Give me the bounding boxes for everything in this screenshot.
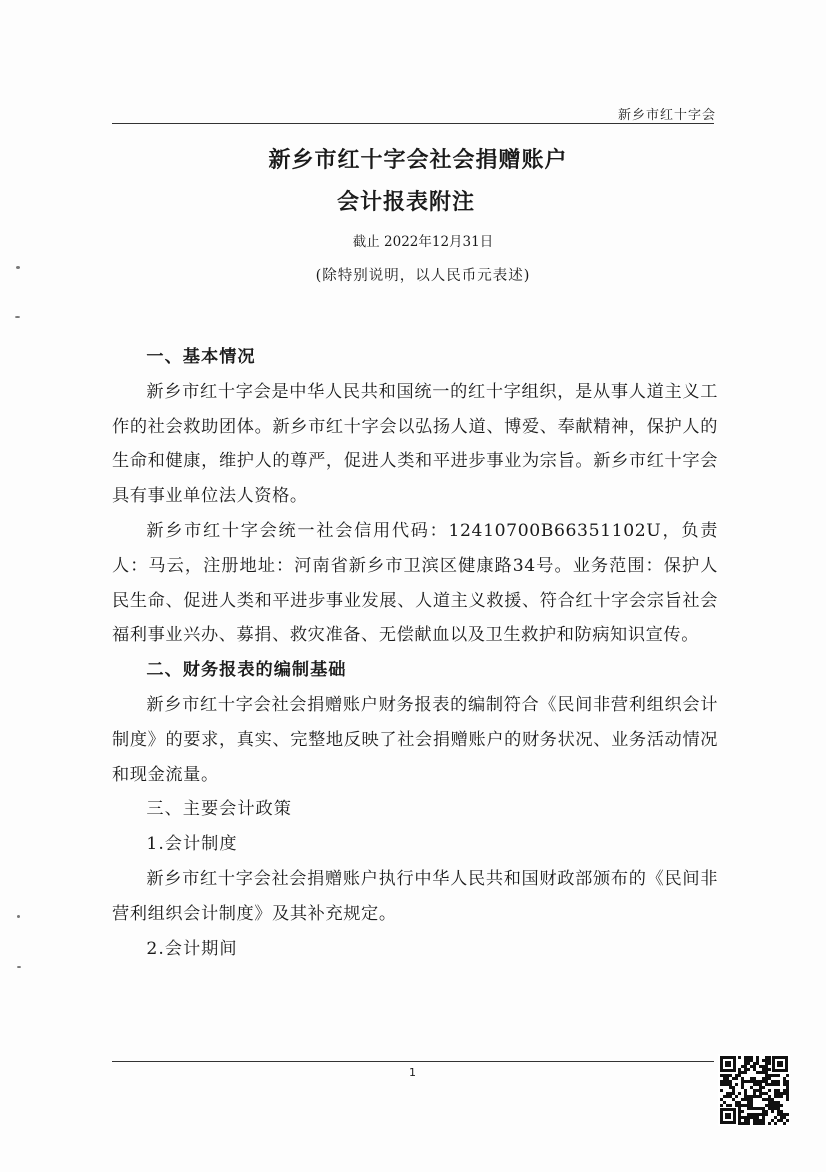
subheading-accounting-system: 1.会计制度 (146, 834, 238, 855)
scan-speck (15, 316, 20, 318)
report-date: 截止 2022年12月31日 (352, 234, 494, 250)
document-title: 新乡市红十字会社会捐赠账户 (268, 148, 568, 173)
paragraph-preparation-basis: 新乡市红十字会社会捐赠账户财务报表的编制符合《民间非营利组织会计制度》的要求，真实、完整地反映了社会捐赠账户的财务状况、业务活动情况和现金流量。 (112, 694, 718, 785)
header-divider (112, 123, 714, 124)
paragraph-basic-info-1: 新乡市红十字会是中华人民共和国统一的红十字组织，是从事人道主义工作的社会救助团体。新乡市红十字会以弘扬人道、博爱、奉献精神，保护人的生命和健康，维护人的尊严，促进人类和平进步事业为宗旨。新乡市红十字会具有事业单位法人资格。 (112, 381, 718, 507)
subheading-accounting-period: 2.会计期间 (146, 938, 238, 959)
qr-code-icon (718, 1054, 790, 1126)
section-heading-accounting-policies: 三、主要会计政策 (146, 799, 292, 820)
currency-note: (除特别说明，以人民币元表述) (315, 268, 531, 284)
scan-speck (16, 266, 20, 269)
paragraph-basic-info-2: 新乡市红十字会统一社会信用代码：12410700B66351102U，负责人：马云，注册地址：河南省新乡市卫滨区健康路34号。业务范围：保护人民生命、促进人类和平进步事业发展、人道主义救援、符合红十字会宗旨社会福利事业兴办、募捐、救灾准备、无偿献血以及卫生救护和防病知识宣传。 (112, 520, 718, 646)
scan-speck (17, 966, 21, 968)
section-heading-preparation-basis: 二、财务报表的编制基础 (146, 660, 347, 681)
document-subtitle: 会计报表附注 (336, 190, 475, 215)
paragraph-accounting-system: 新乡市红十字会社会捐赠账户执行中华人民共和国财政部颁布的《民间非营利组织会计制度》及其补充规定。 (112, 868, 718, 924)
footer-divider (112, 1061, 714, 1062)
header-organization: 新乡市红十字会 (617, 108, 716, 123)
document-body (112, 340, 718, 966)
page-number: 1 (409, 1066, 416, 1079)
scan-speck (17, 915, 20, 918)
section-heading-basic-info: 一、基本情况 (146, 347, 256, 367)
